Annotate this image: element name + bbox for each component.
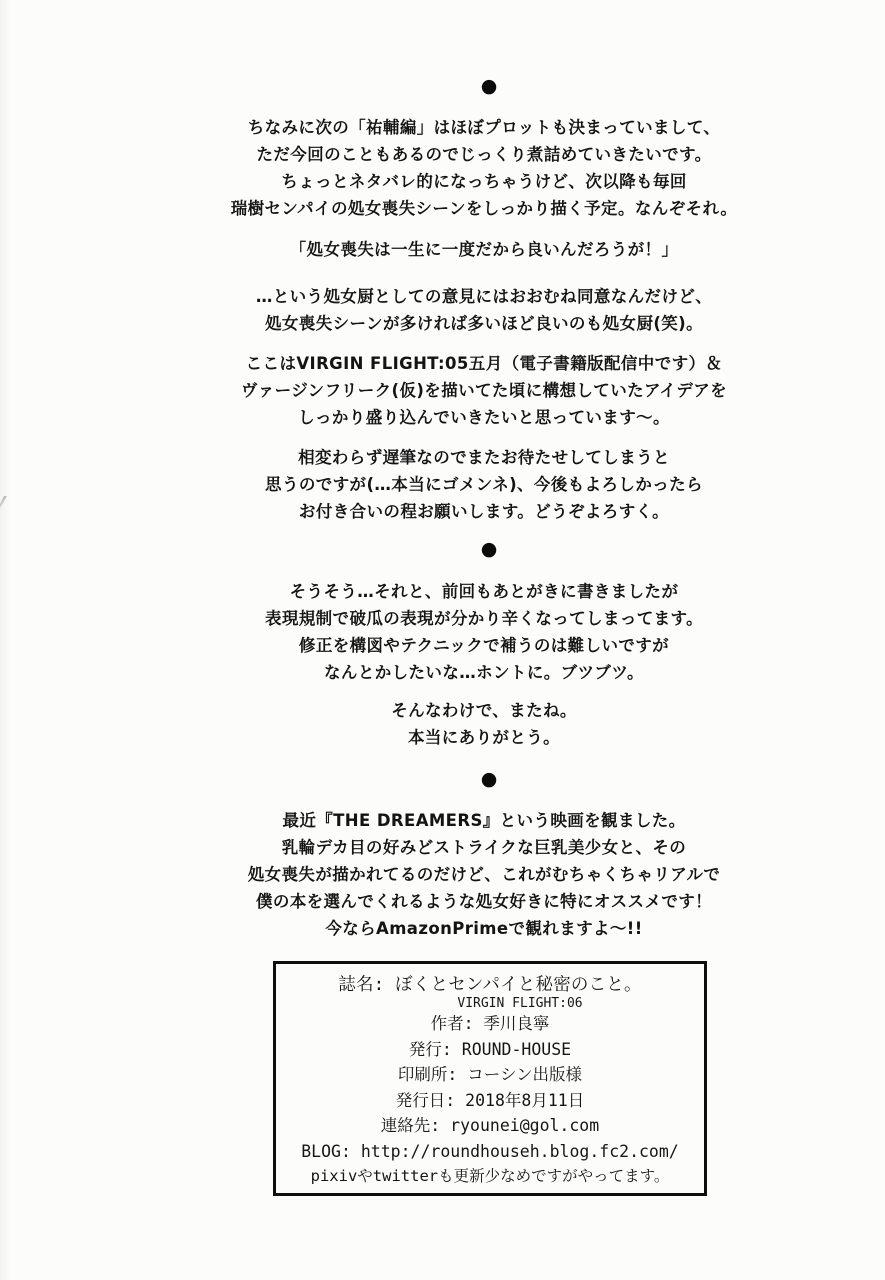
text-line: 処女喪失が描かれてるのだけど、これがむちゃくちゃリアルで	[247, 865, 721, 884]
text-line: しっかり盛り込んでいきたいと思っています～。	[298, 408, 670, 427]
text-line: 瑞樹センパイの処女喪失シーンをしっかり描く予定。なんぞそれ。	[230, 199, 738, 218]
paragraph-thanks	[79, 697, 885, 751]
text-line: お付き合いの程お願いします。どうぞよろすく。	[298, 502, 670, 521]
text-line: なんとかしたいな…ホントに。ブツブツ。	[324, 663, 644, 682]
paragraph-apology	[79, 444, 885, 525]
text-line: 表現規制で破瓜の表現が分かり辛くなってしまってます。	[264, 609, 704, 628]
paragraph-movie-recommendation	[79, 807, 885, 942]
scan-artifact-speck	[0, 496, 7, 508]
paragraph-censorship	[79, 578, 885, 686]
colophon-printer: 印刷所: コーシン出版様	[397, 1065, 583, 1084]
section-divider-dot: ●	[480, 75, 498, 97]
text-line: 思うのですが(…本当にゴメンネ)、今後もよろしかったら	[265, 475, 703, 494]
text-line: 本当にありがとう。	[407, 728, 561, 747]
text-line: …という処女厨としての意見にはおおむね同意なんだけど、	[255, 287, 713, 306]
paragraph-virgin-flight-ideas	[79, 350, 885, 431]
text-line: 僕の本を選んでくれるような処女好きに特にオススメです！	[255, 892, 713, 911]
paragraph-opinion	[79, 283, 885, 337]
text-line: ヴァージンフリーク(仮)を描いてた頃に構想していたアイデアを	[240, 381, 728, 400]
text-line: 今ならAmazonPrimeで観れますよ～!!	[325, 919, 643, 938]
text-line: そうそう…それと、前回もあとがきに書きましたが	[289, 582, 679, 601]
colophon-publisher: 発行: ROUND-HOUSE	[408, 1039, 572, 1059]
text-line: 修正を構図やテクニックで補うのは難しいですが	[298, 636, 670, 655]
colophon-social-note: pixivやtwitterも更新少なめですがやってます。	[310, 1167, 670, 1185]
section-divider-dot: ●	[480, 538, 498, 560]
colophon-box	[273, 961, 707, 1196]
text-line: そんなわけで、またね。	[391, 701, 577, 720]
text-line: 「処女喪失は一生に一度だから良いんだろうが！」	[289, 240, 679, 259]
text-line: 相変わらず遅筆なのでまたお待たせしてしまうと	[298, 448, 670, 467]
text-line: ちょっとネタバレ的になっちゃうけど、次以降も毎回	[281, 172, 687, 191]
paragraph-quote	[79, 236, 885, 263]
text-line: 乳輪デカ目の好みどストライクな巨乳美少女と、その	[281, 838, 687, 857]
text-line: 処女喪失シーンが多ければ多いほど良いのも処女厨(笑)。	[264, 314, 704, 333]
text-line: 最近『THE DREAMERS』という映画を観ました。	[282, 811, 686, 830]
colophon-subtitle: VIRGIN FLIGHT:06	[457, 996, 583, 1011]
text-line: ちなみに次の「祐輔編」はほぼプロットも決まっていまして、	[247, 118, 721, 137]
paragraph-next-volume-plans	[79, 114, 885, 222]
colophon-blog-url: BLOG: http://roundhouseh.blog.fc2.com/	[301, 1141, 679, 1161]
colophon-contact-email: 連絡先: ryounei@gol.com	[380, 1116, 600, 1135]
colophon-author: 作者: 季川良寧	[430, 1014, 550, 1033]
section-divider-dot: ●	[480, 768, 498, 790]
colophon-title: 誌名: ぼくとセンパイと秘密のこと。	[338, 975, 642, 995]
text-line: ただ今回のこともあるのでじっくり煮詰めていきたいです。	[256, 145, 712, 164]
text-line: ここはVIRGIN FLIGHT:05五月（電子書籍版配信中です）＆	[245, 354, 723, 373]
colophon-publish-date: 発行日: 2018年8月11日	[395, 1090, 585, 1110]
